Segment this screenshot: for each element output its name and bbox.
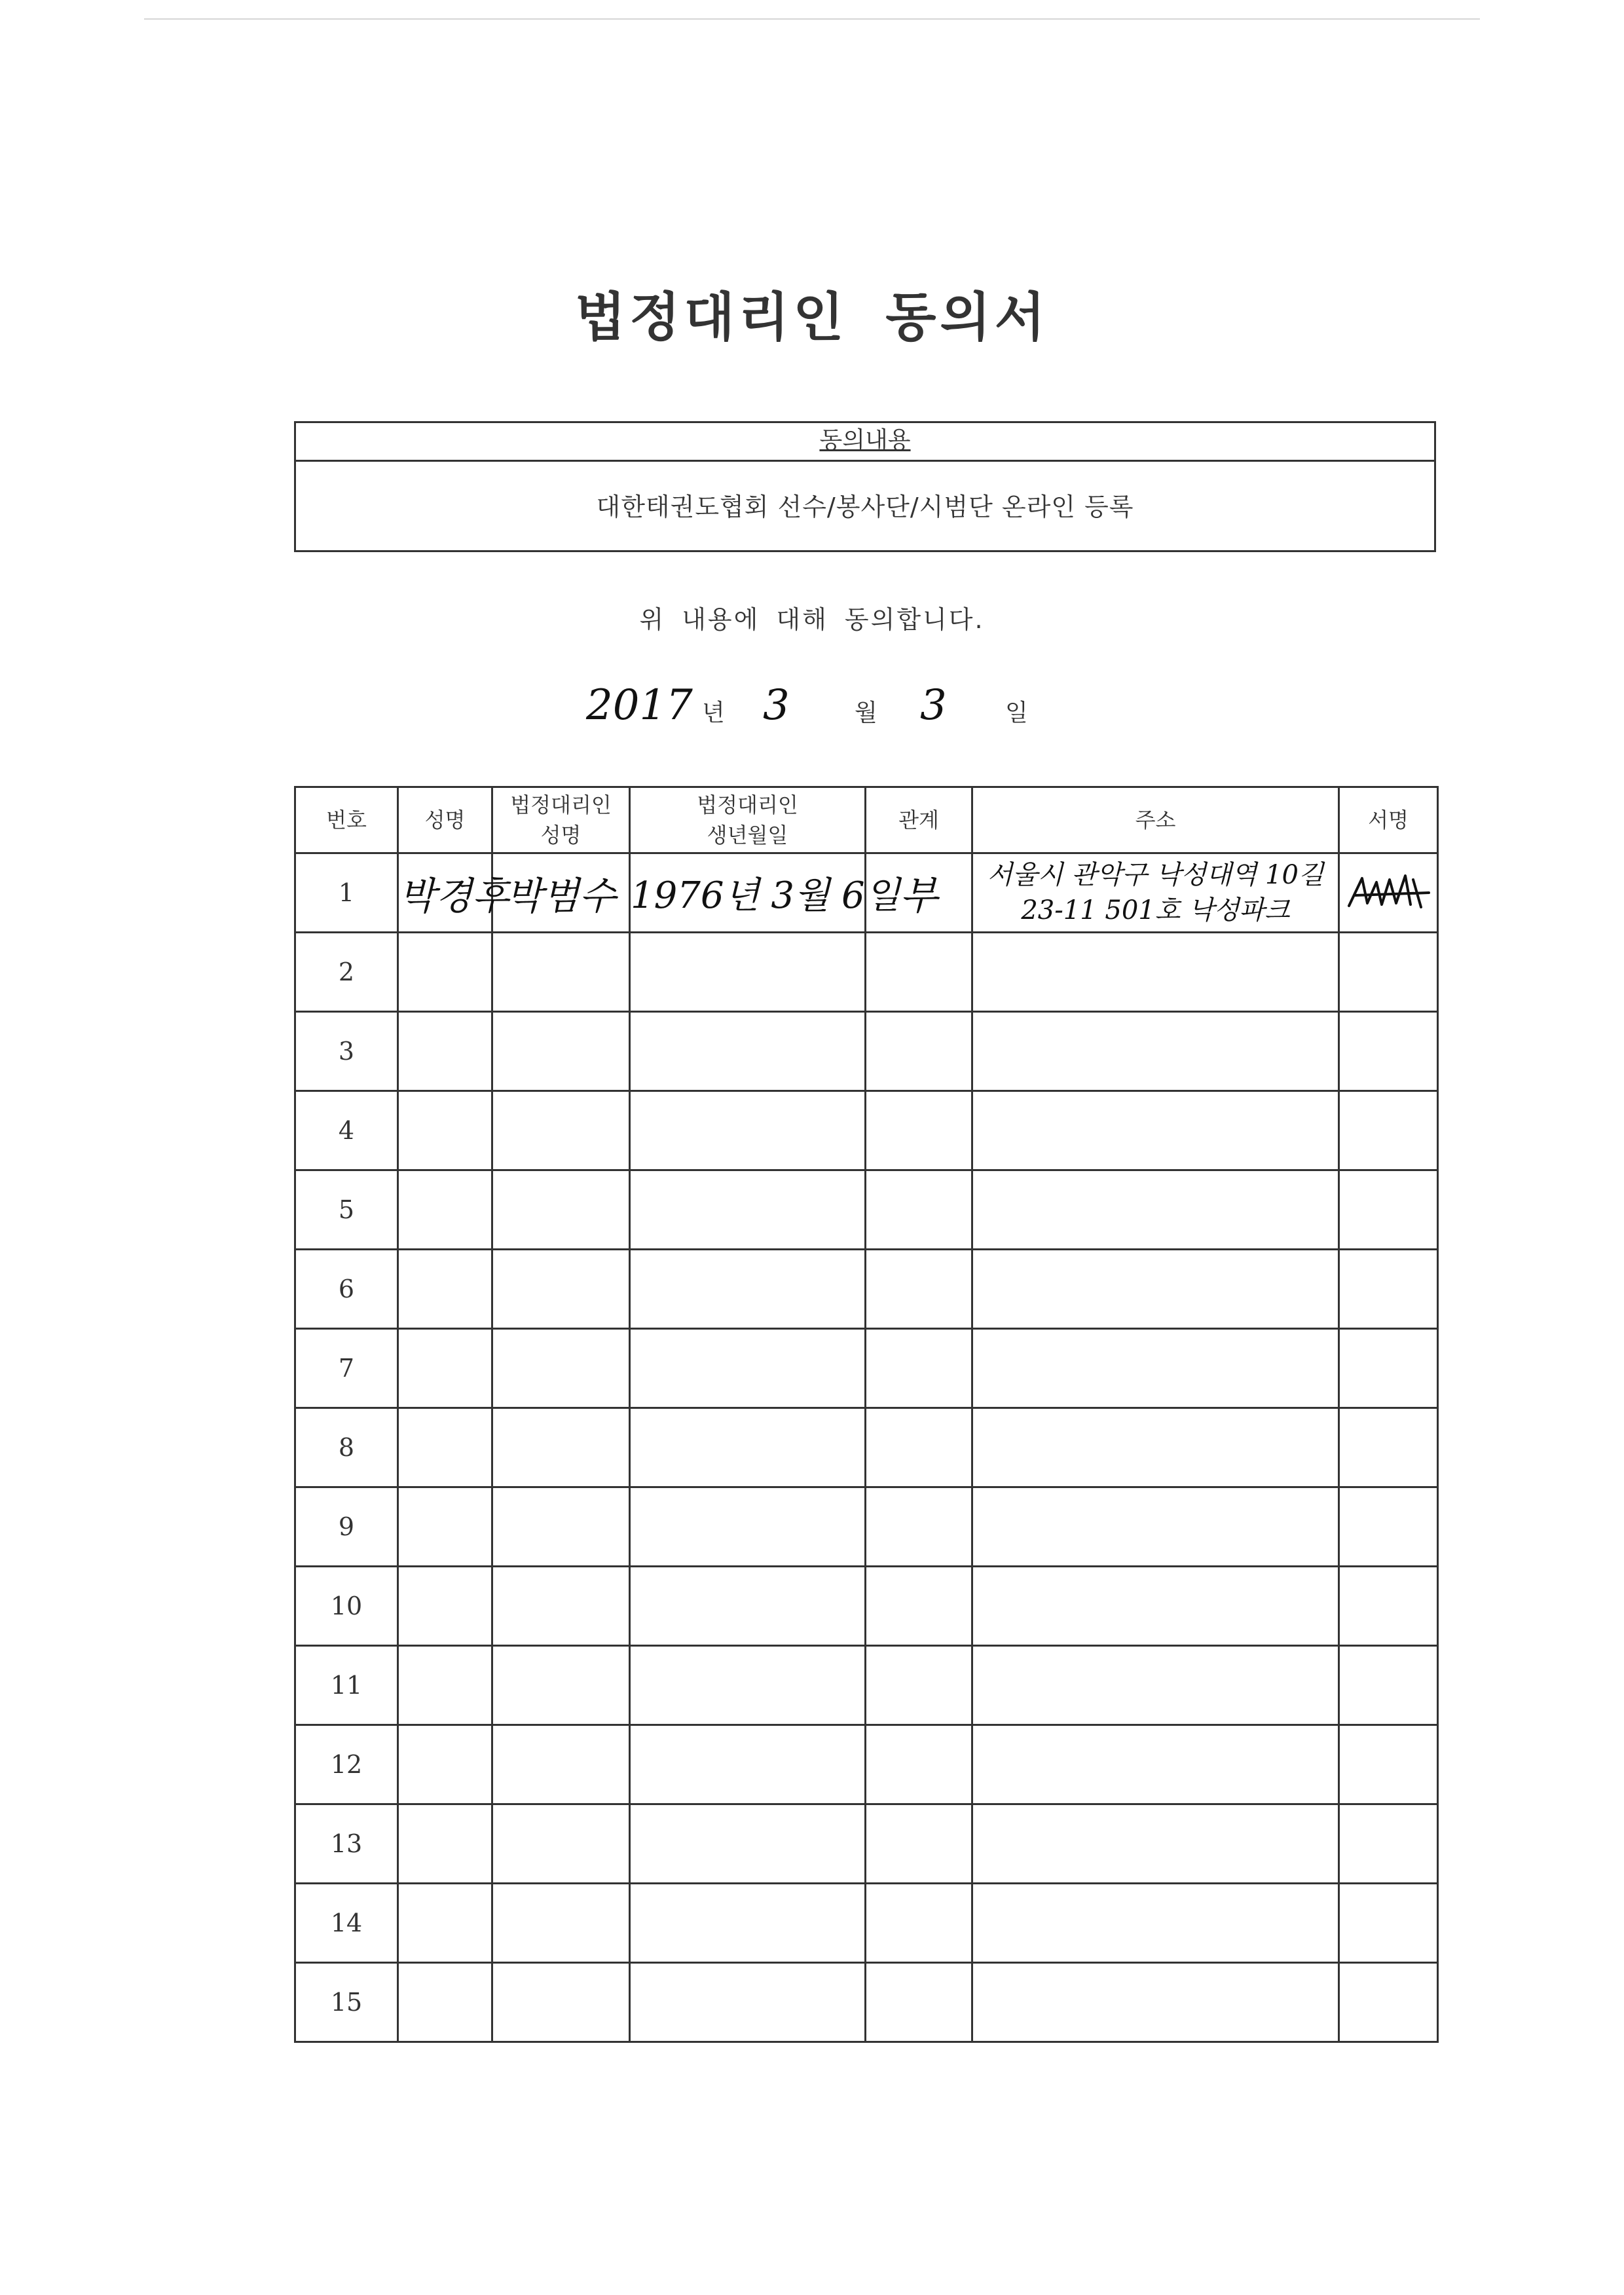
row-name — [398, 1012, 492, 1091]
row-guardian-dob — [630, 1408, 866, 1487]
row-signature — [1339, 1250, 1438, 1329]
row-relation — [866, 1091, 972, 1170]
row-relation — [866, 1963, 972, 2042]
row-number: 14 — [295, 1884, 398, 1963]
row-guardian-dob — [630, 1804, 866, 1884]
date-year-label: 년 — [702, 700, 725, 726]
row-address — [972, 1725, 1339, 1804]
row-guardian-dob: 1976년 3월 6일 — [630, 853, 866, 933]
row-name — [398, 1170, 492, 1250]
header-no: 번호 — [295, 787, 398, 853]
row-guardian-name — [492, 933, 630, 1012]
table-row — [295, 1012, 1438, 1091]
row-relation — [866, 1487, 972, 1567]
header-guardian-name: 법정대리인 성명 — [492, 787, 630, 853]
row-name — [398, 1091, 492, 1170]
table-row — [295, 1725, 1438, 1804]
row-signature — [1339, 853, 1438, 933]
row-relation — [866, 1012, 972, 1091]
row-guardian-dob — [630, 1012, 866, 1091]
consent-box — [294, 421, 1436, 552]
row-number: 15 — [295, 1963, 398, 2042]
row-address: 서울시 관악구 낙성대역 10길 23-11 501호 낙성파크 — [972, 853, 1339, 933]
header-address: 주소 — [972, 787, 1339, 853]
row-address — [972, 1012, 1339, 1091]
table-row — [295, 853, 1438, 933]
row-relation — [866, 1170, 972, 1250]
table-header-row — [295, 787, 1438, 853]
table-row — [295, 1487, 1438, 1567]
consent-header: 동의내용 — [296, 423, 1434, 462]
row-guardian-dob — [630, 1567, 866, 1646]
row-signature — [1339, 1170, 1438, 1250]
signature-mark — [1342, 867, 1434, 919]
row-number: 8 — [295, 1408, 398, 1487]
table-row — [295, 933, 1438, 1012]
row-address — [972, 1884, 1339, 1963]
row-name — [398, 1963, 492, 2042]
row-signature — [1339, 1487, 1438, 1567]
row-relation — [866, 1250, 972, 1329]
table-row — [295, 1170, 1438, 1250]
row-name — [398, 1250, 492, 1329]
row-number: 2 — [295, 933, 398, 1012]
table-row — [295, 1329, 1438, 1408]
date-line — [0, 681, 1624, 734]
date-day: 3 — [920, 681, 947, 730]
row-relation — [866, 1329, 972, 1408]
table-row — [295, 1408, 1438, 1487]
row-address — [972, 1170, 1339, 1250]
row-name — [398, 1646, 492, 1725]
table-row — [295, 1250, 1438, 1329]
row-guardian-name — [492, 1250, 630, 1329]
row-guardian-dob — [630, 1963, 866, 2042]
row-guardian-name — [492, 1170, 630, 1250]
date-day-label: 일 — [1005, 700, 1028, 726]
guardian-table — [294, 786, 1439, 2043]
row-guardian-name: 박범수 — [492, 853, 630, 933]
row-relation — [866, 1884, 972, 1963]
row-guardian-name — [492, 1091, 630, 1170]
row-guardian-name — [492, 1884, 630, 1963]
row-signature — [1339, 1408, 1438, 1487]
row-signature — [1339, 933, 1438, 1012]
row-signature — [1339, 1567, 1438, 1646]
row-guardian-dob — [630, 1646, 866, 1725]
row-number: 5 — [295, 1170, 398, 1250]
row-address — [972, 933, 1339, 1012]
row-guardian-name — [492, 1567, 630, 1646]
header-name: 성명 — [398, 787, 492, 853]
row-guardian-dob — [630, 1170, 866, 1250]
row-address — [972, 1646, 1339, 1725]
row-number: 6 — [295, 1250, 398, 1329]
row-name — [398, 1487, 492, 1567]
row-signature — [1339, 1329, 1438, 1408]
document-title: 법정대리인 동의서 — [574, 287, 1050, 348]
row-relation — [866, 1408, 972, 1487]
row-name — [398, 1804, 492, 1884]
header-signature: 서명 — [1339, 787, 1438, 853]
row-name — [398, 1408, 492, 1487]
row-relation — [866, 1804, 972, 1884]
row-guardian-dob — [630, 1329, 866, 1408]
row-guardian-dob — [630, 1487, 866, 1567]
row-name — [398, 1725, 492, 1804]
row-signature — [1339, 1963, 1438, 2042]
date-month: 3 — [763, 681, 790, 730]
row-signature — [1339, 1884, 1438, 1963]
table-row — [295, 1884, 1438, 1963]
row-address — [972, 1250, 1339, 1329]
row-guardian-name — [492, 1408, 630, 1487]
row-relation: 부 — [866, 853, 972, 933]
row-number: 1 — [295, 853, 398, 933]
row-number: 3 — [295, 1012, 398, 1091]
row-address — [972, 1408, 1339, 1487]
row-name — [398, 1567, 492, 1646]
row-address — [972, 1567, 1339, 1646]
row-guardian-dob — [630, 1250, 866, 1329]
table-row — [295, 1804, 1438, 1884]
row-number: 7 — [295, 1329, 398, 1408]
row-guardian-name — [492, 1012, 630, 1091]
row-number: 4 — [295, 1091, 398, 1170]
row-guardian-dob — [630, 1884, 866, 1963]
row-guardian-name — [492, 1646, 630, 1725]
scan-edge-line — [144, 18, 1480, 20]
row-address — [972, 1804, 1339, 1884]
row-signature — [1339, 1646, 1438, 1725]
table-row — [295, 1646, 1438, 1725]
row-number: 10 — [295, 1567, 398, 1646]
row-guardian-dob — [630, 1725, 866, 1804]
row-number: 9 — [295, 1487, 398, 1567]
row-signature — [1339, 1725, 1438, 1804]
row-name — [398, 1884, 492, 1963]
row-address — [972, 1091, 1339, 1170]
row-relation — [866, 933, 972, 1012]
row-address — [972, 1487, 1339, 1567]
row-relation — [866, 1646, 972, 1725]
row-name: 박경후 — [398, 853, 492, 933]
row-guardian-name — [492, 1329, 630, 1408]
row-signature — [1339, 1012, 1438, 1091]
date-year: 2017 — [586, 681, 693, 730]
row-guardian-name — [492, 1804, 630, 1884]
row-guardian-name — [492, 1963, 630, 2042]
row-address — [972, 1329, 1339, 1408]
table-row — [295, 1963, 1438, 2042]
header-guardian-dob: 법정대리인 생년월일 — [630, 787, 866, 853]
row-signature — [1339, 1091, 1438, 1170]
row-number: 11 — [295, 1646, 398, 1725]
row-address — [972, 1963, 1339, 2042]
row-name — [398, 933, 492, 1012]
row-guardian-name — [492, 1487, 630, 1567]
row-relation — [866, 1567, 972, 1646]
table-row — [295, 1567, 1438, 1646]
row-signature — [1339, 1804, 1438, 1884]
row-number: 13 — [295, 1804, 398, 1884]
date-month-label: 월 — [855, 700, 877, 726]
agreement-statement: 위 내용에 대해 동의합니다. — [639, 605, 985, 634]
row-relation — [866, 1725, 972, 1804]
header-relation: 관계 — [866, 787, 972, 853]
row-guardian-name — [492, 1725, 630, 1804]
table-row — [295, 1091, 1438, 1170]
row-number: 12 — [295, 1725, 398, 1804]
row-guardian-dob — [630, 1091, 866, 1170]
row-guardian-dob — [630, 933, 866, 1012]
row-name — [398, 1329, 492, 1408]
consent-content: 대한태권도협회 선수/봉사단/시범단 온라인 등록 — [596, 493, 1134, 521]
